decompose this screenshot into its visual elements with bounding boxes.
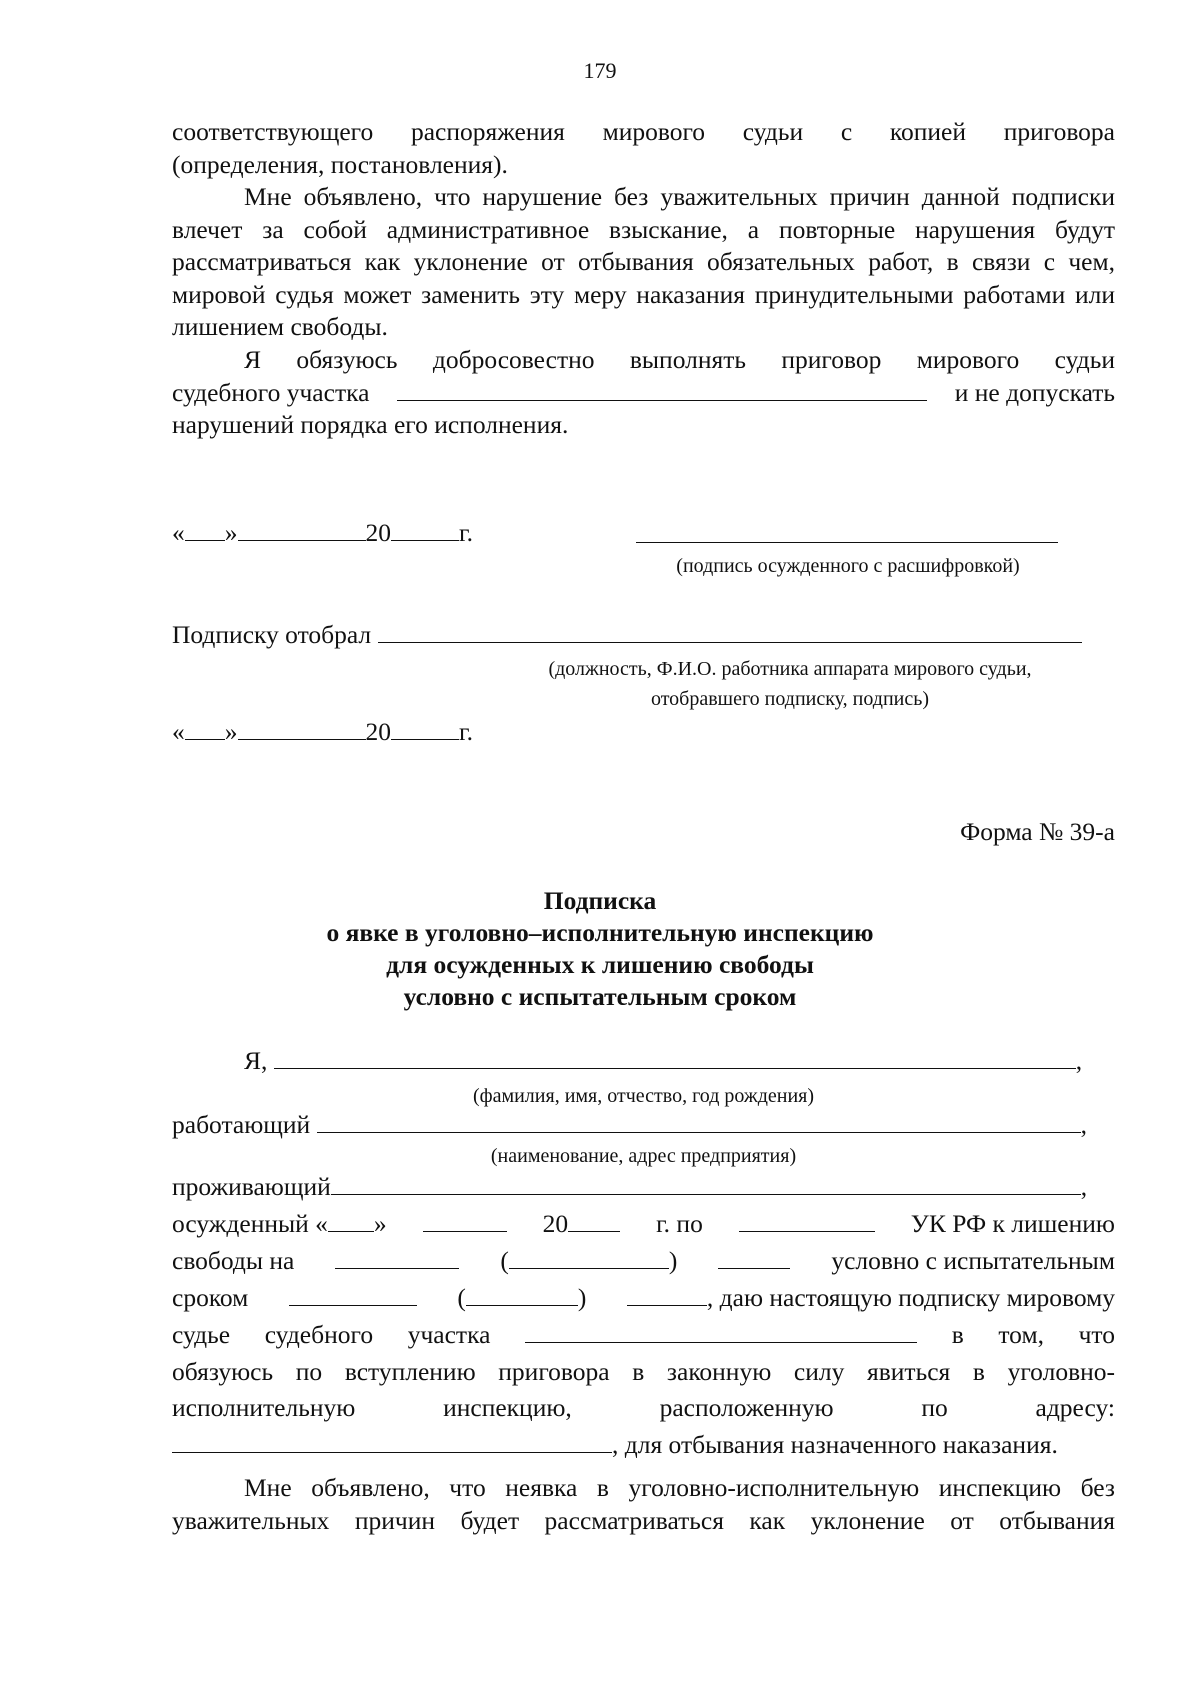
employer-blank[interactable] [317, 1110, 1081, 1133]
form-number: Форма № 39-а [960, 817, 1115, 846]
term-number-blank[interactable] [335, 1246, 459, 1269]
paragraph-3 [172, 344, 1115, 442]
form-title-line-2: о явке в уголовно–исполнительную инспекцию [326, 918, 874, 947]
close-paren: ) [577, 1283, 587, 1312]
comma: , [1075, 1046, 1083, 1075]
open-paren: ( [500, 1246, 509, 1275]
paragraph-2: Мне объявлено, что нарушение без уважительных причин данной подписки влечет за собой административное взыскание, а повторные нарушения будут рассматриваться как уклонение от отбывания обязательных работ, в связи с чем, мировой судья может заменить эту меру наказания принудительными работами или лишением свободы. [172, 182, 1115, 341]
address-word-5: адресу: [1035, 1393, 1115, 1422]
taken-by-caption-2: отобравшего подписку, подпись) [650, 688, 930, 710]
article-blank[interactable] [739, 1209, 875, 1232]
probation-unit-blank[interactable] [627, 1283, 707, 1306]
paragraph-1 [172, 116, 1115, 181]
open-quote: « [172, 717, 185, 746]
fio-blank[interactable] [274, 1046, 1076, 1069]
term-words-blank[interactable] [509, 1246, 669, 1269]
working-line [172, 1110, 1087, 1140]
month-blank[interactable] [238, 717, 366, 740]
date-line-2 [172, 717, 473, 747]
taken-by-label: Подписку отобрал [172, 620, 372, 649]
close-quote: » [373, 1209, 387, 1238]
form-title-line-3: для осужденных к лишению свободы [386, 950, 814, 979]
final-paragraph-line-1: Мне объявлено, что неявка в уголовно-исполнительную инспекцию без [244, 1473, 1115, 1502]
term-unit-blank[interactable] [718, 1246, 790, 1269]
taken-by-line [172, 620, 1082, 650]
paragraph-3-line-1: Я обязуюсь добросовестно выполнять приговор мирового судьи [244, 345, 1115, 374]
probation-line [172, 1283, 1115, 1313]
inspection-address-blank[interactable] [172, 1430, 612, 1453]
close-quote: » [224, 518, 238, 547]
address-word-4: по [921, 1393, 948, 1422]
court-district-blank[interactable] [397, 378, 927, 401]
open-quote: « [172, 518, 185, 547]
not-allow-text: и не допускать [954, 377, 1115, 407]
day-blank[interactable] [185, 717, 225, 740]
taken-by-caption-1: (должность, Ф.И.О. работника аппарата мирового судьи, [548, 658, 1032, 680]
convicted-label: осужденный « [172, 1209, 328, 1238]
what-word: что [1078, 1320, 1115, 1349]
residence-blank[interactable] [331, 1172, 1081, 1195]
court-district-label: судебного участка [172, 377, 370, 407]
page-number: 179 [583, 58, 617, 83]
paragraph-3-line-2 [172, 377, 1115, 410]
taken-by-blank[interactable] [378, 620, 1082, 643]
close-quote: » [224, 717, 238, 746]
comma: , [1080, 1110, 1087, 1139]
freedom-line [172, 1246, 1115, 1276]
year-blank[interactable] [391, 717, 459, 740]
fio-caption: (фамилия, имя, отчество, год рождения) [472, 1085, 815, 1107]
comma: , [1080, 1172, 1088, 1201]
day-blank[interactable] [185, 518, 225, 541]
address-word-3: расположенную [659, 1393, 834, 1422]
year-prefix: 20 [365, 518, 391, 547]
form-title-line-1: Подписка [543, 886, 657, 915]
obligation-line: обязуюсь по вступлению приговора в законную силу явиться в уголовно- [172, 1357, 1115, 1386]
judge-line [172, 1320, 1115, 1350]
form-title-line-4: условно с испытательным сроком [403, 982, 797, 1011]
paragraph-1-line-1: соответствующего распоряжения мирового судьи с копией приговора [172, 117, 1115, 146]
judge-word-2: судебного [264, 1320, 374, 1349]
give-text: , даю настоящую подписку мировому [706, 1283, 1115, 1312]
judge-word-3: участка [407, 1320, 491, 1349]
serve-text: , для отбывания назначенного наказания. [612, 1430, 1058, 1459]
convict-signature-blank[interactable] [636, 520, 1058, 543]
ya-line [244, 1046, 1082, 1076]
serve-line [172, 1430, 1058, 1460]
year-prefix: 20 [542, 1209, 569, 1238]
judge-district-blank[interactable] [525, 1320, 917, 1343]
signature-caption: (подпись осужденного с расшифровкой) [676, 555, 1020, 577]
probation-number-blank[interactable] [289, 1283, 417, 1306]
close-paren: ) [668, 1246, 678, 1275]
date-line-1 [172, 518, 473, 548]
g-po-text: г. по [656, 1209, 703, 1238]
year-prefix: 20 [365, 717, 391, 746]
address-word-1: исполнительную [172, 1393, 356, 1422]
open-paren: ( [457, 1283, 466, 1312]
paragraph-3-line-3: нарушений порядка его исполнения. [172, 410, 569, 439]
paragraph-1-line-2: (определения, постановления). [172, 149, 508, 179]
term-label: сроком [172, 1283, 249, 1312]
probation-words-blank[interactable] [466, 1283, 578, 1306]
employer-caption: (наименование, адрес предприятия) [490, 1145, 797, 1167]
convicted-line [172, 1209, 1115, 1239]
ya-label: Я, [244, 1046, 268, 1075]
conv-month-blank[interactable] [423, 1209, 507, 1232]
living-line [172, 1172, 1087, 1202]
living-label: проживающий [172, 1172, 331, 1201]
uk-rf-text: УК РФ к лишению [910, 1209, 1115, 1238]
year-suffix: г. [459, 518, 473, 547]
in-word: в [951, 1320, 964, 1349]
conv-day-blank[interactable] [328, 1209, 374, 1232]
conditional-text: условно с испытательным [831, 1246, 1115, 1275]
year-blank[interactable] [391, 518, 459, 541]
working-label: работающий [172, 1110, 311, 1139]
year-suffix: г. [459, 717, 473, 746]
final-paragraph-line-2: уважительных причин будет рассматриваться как уклонение от отбывания [172, 1505, 1115, 1535]
final-paragraph [172, 1472, 1115, 1537]
address-line [172, 1393, 1115, 1423]
conv-year-blank[interactable] [568, 1209, 620, 1232]
judge-word-1: судье [172, 1320, 231, 1349]
that-word: том, [998, 1320, 1044, 1349]
freedom-on-label: свободы на [172, 1246, 295, 1275]
month-blank[interactable] [238, 518, 366, 541]
address-word-2: инспекцию, [443, 1393, 572, 1422]
